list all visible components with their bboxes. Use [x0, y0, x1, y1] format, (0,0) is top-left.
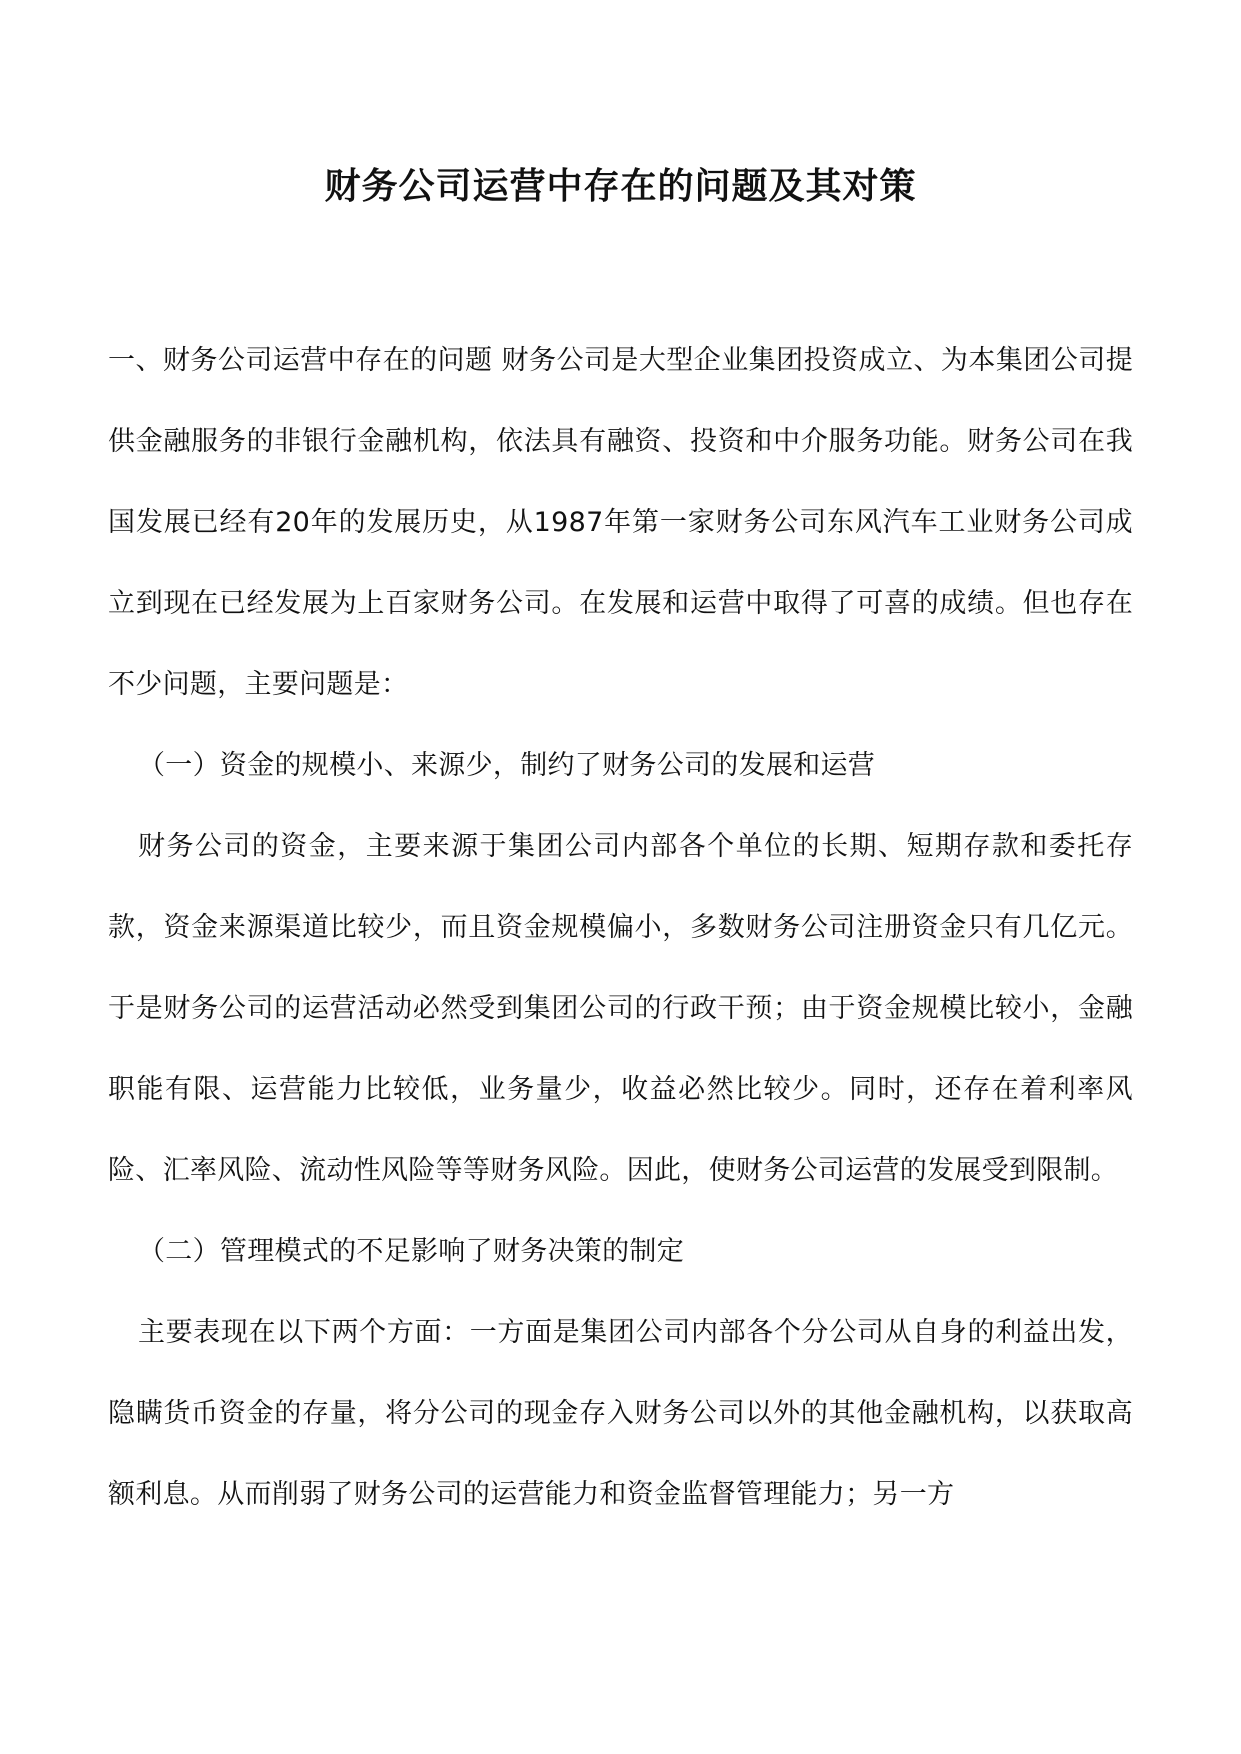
- section-heading-2: （二）管理模式的不足影响了财务决策的制定: [138, 1236, 684, 1267]
- document-body: [108, 320, 1133, 1535]
- paragraph-management: 主要表现在以下两个方面：一方面是集团公司内部各个分公司从自身的利益出发，隐瞒货币资金的存量，将分公司的现金存入财务公司以外的其他金融机构，以获取高额利息。从而削弱了财务公司的运营能力和资金监督管理能力；另一方: [108, 1317, 1133, 1510]
- paragraph-funding: 财务公司的资金，主要来源于集团公司内部各个单位的长期、短期存款和委托存款，资金来源渠道比较少，而且资金规模偏小，多数财务公司注册资金只有几亿元。于是财务公司的运营活动必然受到集团公司的行政干预；由于资金规模比较小，金融职能有限、运营能力比较低，业务量少，收益必然比较少。同时，还存在着利率风险、汇率风险、流动性风险等等财务风险。因此，使财务公司运营的发展受到限制。: [108, 831, 1133, 1186]
- document-title: 财务公司运营中存在的问题及其对策: [324, 165, 917, 207]
- paragraph-intro: 一、财务公司运营中存在的问题 财务公司是大型企业集团投资成立、为本集团公司提供金融服务的非银行金融机构，依法具有融资、投资和中介服务功能。财务公司在我国发展已经有20年的发展历史，从1987年第一家财务公司东风汽车工业财务公司成立到现在已经发展为上百家财务公司。在发展和运营中取得了可喜的成绩。但也存在不少问题，主要问题是：: [108, 345, 1133, 700]
- section-heading-1: （一）资金的规模小、来源少，制约了财务公司的发展和运营: [138, 750, 876, 781]
